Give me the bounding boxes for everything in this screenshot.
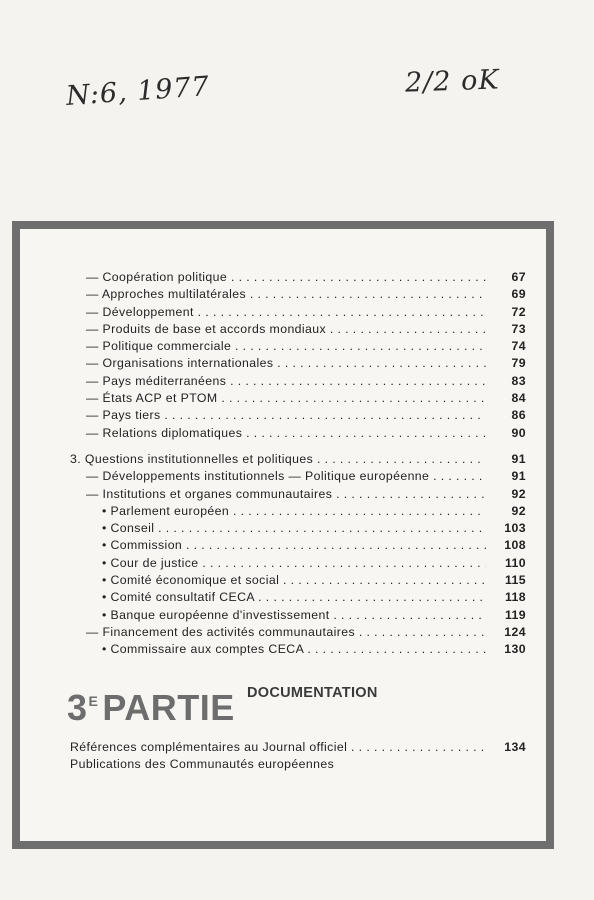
toc-entry bbox=[70, 537, 526, 554]
toc-entry bbox=[70, 321, 526, 338]
toc-entry-page: 103 bbox=[492, 520, 526, 537]
toc-entry-label: • Comité économique et social . . . bbox=[102, 572, 486, 589]
toc-entry-page: 84 bbox=[492, 390, 526, 407]
toc-entry bbox=[70, 269, 526, 286]
toc-entry-page: 119 bbox=[492, 607, 526, 624]
toc-entry bbox=[70, 624, 526, 641]
references-list bbox=[70, 739, 526, 774]
toc-entry-page: 73 bbox=[492, 321, 526, 338]
toc-entry bbox=[70, 641, 526, 658]
toc-entry-label: • Conseil . . . bbox=[102, 520, 486, 537]
toc-entry-label: — Coopération politique . . . bbox=[86, 269, 486, 286]
toc-entry-label: — Pays tiers . . . bbox=[86, 407, 486, 424]
toc-entry-label: — Organisations internationales . . . bbox=[86, 355, 486, 372]
toc-entry-label: • Comité consultatif CECA . . . bbox=[102, 589, 486, 606]
toc-entry-page: 72 bbox=[492, 304, 526, 321]
toc-entry-page: 86 bbox=[492, 407, 526, 424]
toc-entry bbox=[70, 572, 526, 589]
toc-entry-page: 69 bbox=[492, 286, 526, 303]
toc-entry-label: — Pays méditerranéens . . . bbox=[86, 373, 486, 390]
toc-entry-page: 90 bbox=[492, 425, 526, 442]
part-subtitle: DOCUMENTATION bbox=[247, 685, 378, 701]
toc-entry bbox=[70, 520, 526, 537]
content-frame bbox=[12, 221, 554, 849]
toc-entry bbox=[70, 304, 526, 321]
toc-entry-label: — États ACP et PTOM . . . bbox=[86, 390, 486, 407]
reference-entry bbox=[70, 739, 526, 756]
toc-entry-label: — Produits de base et accords mondiaux . . . bbox=[86, 321, 486, 338]
toc-entry-label: — Approches multilatérales . . . bbox=[86, 286, 486, 303]
toc-entry-page: 124 bbox=[492, 624, 526, 641]
toc-entry-page: 67 bbox=[492, 269, 526, 286]
toc-entry-page: 91 bbox=[492, 468, 526, 485]
toc-entry bbox=[70, 425, 526, 442]
toc-entry-label: — Développement . . . bbox=[86, 304, 486, 321]
toc-entry-page: 79 bbox=[492, 355, 526, 372]
toc-entry-label: • Parlement européen . . . bbox=[102, 503, 486, 520]
toc-entry bbox=[70, 355, 526, 372]
toc-entry-label: • Cour de justice . . . bbox=[102, 555, 486, 572]
part-heading bbox=[67, 687, 527, 737]
toc-entry bbox=[70, 607, 526, 624]
toc-entry-page: 74 bbox=[492, 338, 526, 355]
toc-entry bbox=[70, 407, 526, 424]
toc-entry-label: • Commission . . . bbox=[102, 537, 486, 554]
toc-entry bbox=[70, 390, 526, 407]
toc-entry-label: • Banque européenne d'investissement . . . bbox=[102, 607, 486, 624]
toc-entry bbox=[70, 468, 526, 485]
toc-entry bbox=[70, 373, 526, 390]
handwritten-check-note: 2/2 oK bbox=[404, 64, 500, 99]
toc-entry-label: 3. Questions institutionnelles et politiques . . . bbox=[70, 451, 486, 468]
toc-entry bbox=[70, 503, 526, 520]
part-title bbox=[67, 687, 235, 729]
toc-entry-label: — Financement des activités communautaires . . . bbox=[86, 624, 486, 641]
reference-label: Références complémentaires au Journal officiel . . . bbox=[70, 739, 486, 756]
reference-page: 134 bbox=[492, 739, 526, 756]
toc-entry-label: — Développements institutionnels — Politique européenne . . . bbox=[86, 468, 486, 485]
toc-entry-label: • Commissaire aux comptes CECA . . . bbox=[102, 641, 486, 658]
toc-entry bbox=[70, 486, 526, 503]
toc-entry bbox=[70, 451, 526, 468]
toc-entry bbox=[70, 555, 526, 572]
toc-entry-label: — Politique commerciale . . . bbox=[86, 338, 486, 355]
toc-entry-label: — Relations diplomatiques . . . bbox=[86, 425, 486, 442]
toc-entry-label: — Institutions et organes communautaires . . . bbox=[86, 486, 486, 503]
handwritten-issue-note: N:6, 1977 bbox=[65, 71, 211, 112]
toc-entry-page: 115 bbox=[492, 572, 526, 589]
toc-entry-page: 83 bbox=[492, 373, 526, 390]
toc-entry-page: 110 bbox=[492, 555, 526, 572]
toc-entry-page: 108 bbox=[492, 537, 526, 554]
toc-entry bbox=[70, 286, 526, 303]
toc-entry bbox=[70, 589, 526, 606]
toc-entry bbox=[70, 338, 526, 355]
toc-entry-page: 92 bbox=[492, 503, 526, 520]
toc-entry-page: 92 bbox=[492, 486, 526, 503]
part-word: PARTIE bbox=[102, 687, 235, 728]
toc-entry-page: 91 bbox=[492, 451, 526, 468]
toc-entry-page: 130 bbox=[492, 641, 526, 658]
part-superscript: E bbox=[88, 693, 99, 709]
part-number: 3 bbox=[67, 687, 88, 728]
table-of-contents bbox=[70, 269, 526, 659]
toc-entry-page: 118 bbox=[492, 589, 526, 606]
reference-entry bbox=[70, 756, 526, 773]
reference-label: Publications des Communautés européennes bbox=[70, 756, 486, 773]
